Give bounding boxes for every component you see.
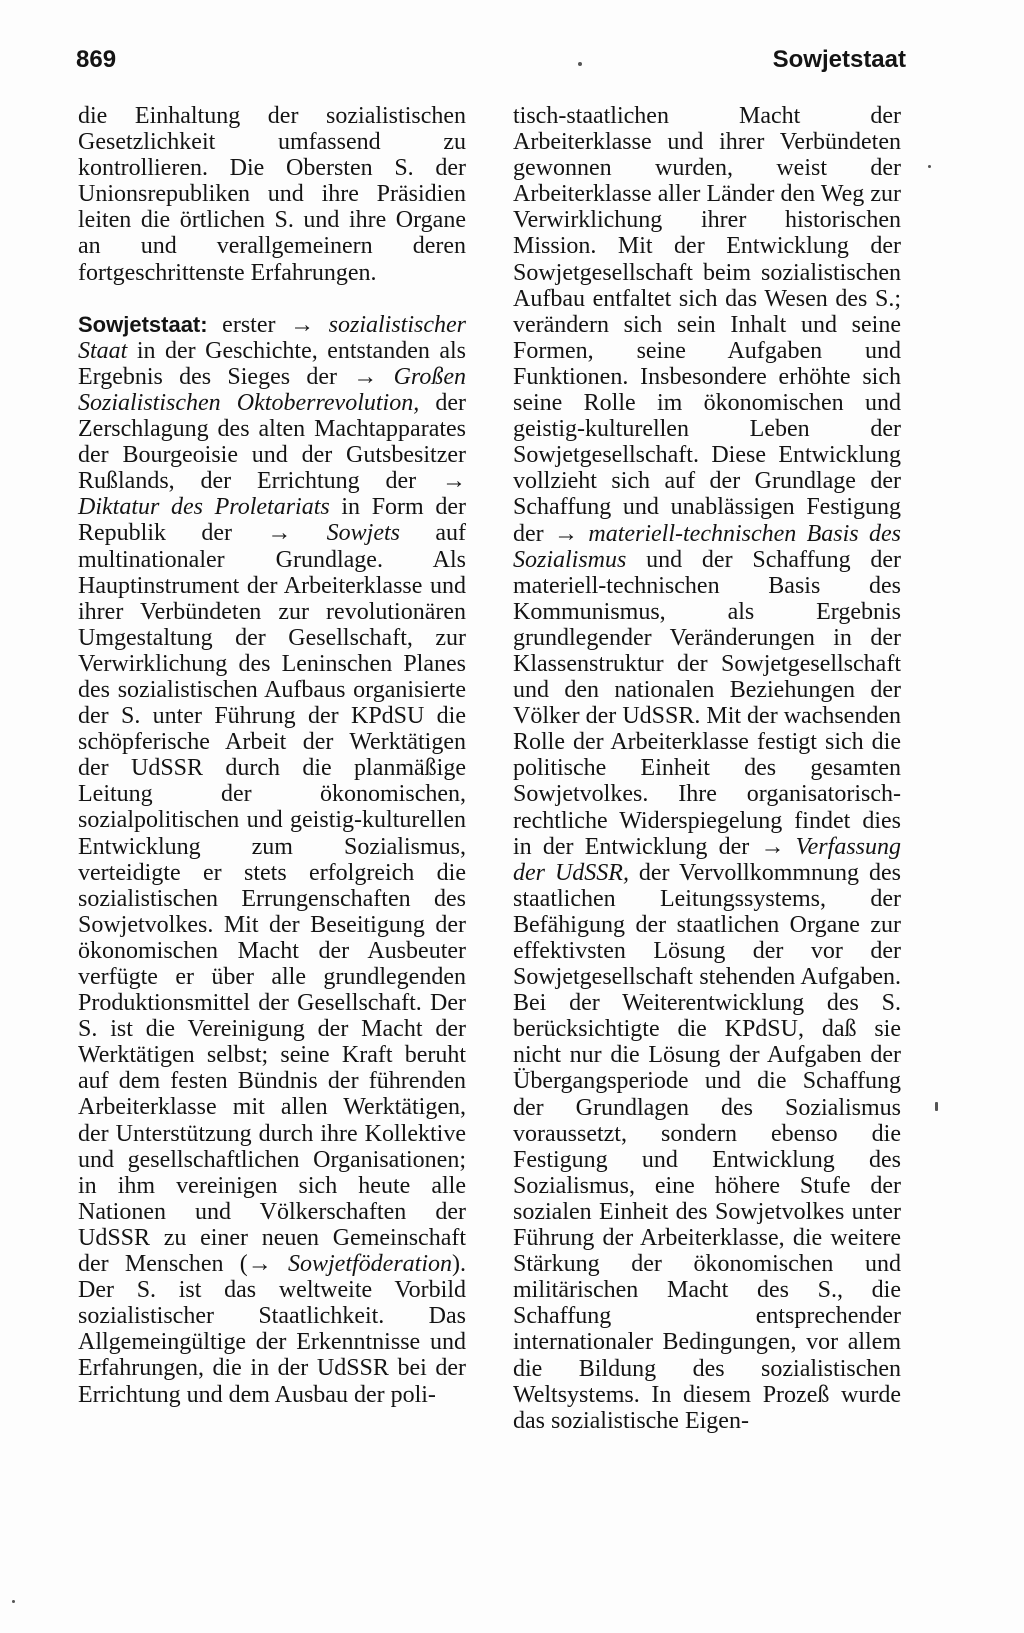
left-column [78,103,466,1408]
body-text: in Form der Republik der → [78,494,466,547]
cross-reference[interactable]: Sowjetföderation [288,1251,452,1278]
scan-speck [928,165,931,168]
body-text: erster → [207,311,329,338]
body-text: tisch-staatlichen Macht der Arbeiterklasse und ihrer Verbündeten gewonnen wurden, weist der Arbeiterklasse aller Länder den Weg zur Verwirklichung ihrer historischen Mission. Mit der Entwicklung der Sowjetgesellschaft beim sozialistischen Aufbau entfaltet sich das Wesen des S.; verändern sich sein Inhalt und seine Formen, seine Aufgaben und Funktionen. Insbesondere erhöhte sich seine Rolle im ökonomischen und geistig-kulturellen Leben der Sowjetgesellschaft. Diese Entwicklung vollzieht sich auf der Grundlage der Schaffung und unablässigen Festigung der → [513,103,901,547]
scan-speck [578,62,582,66]
body-text: der Vervollkommnung des staatlichen Leitungssystems, der Befähigung der staatlichen Organe zur effektivsten Lösung der vor der Sowjetgesellschaft stehenden Aufgaben. Bei der Weiterentwicklung des S. berücksichtigte die KPdSU, daß sie nicht nur die Lösung der Aufgaben der Übergangsperiode und die Schaffung der Grundlagen des Sozialismus voraussetzt, sondern ebenso die Festigung und Entwicklung des Sozialismus, eine höhere Stufe der sozialen Einheit des Sowjetvolkes unter Führung der Arbeiterklasse, die weitere Stärkung der ökonomischen und militärischen Macht des S., die Schaffung entsprechender internationaler Bedingungen, vor allem die Bildung des sozialistischen Weltsystems. In diesem Prozeß wurde das sozialistische Eigen- [513,859,901,1434]
entry-lemma: Sowjetstaat: [78,311,208,337]
intro-paragraph: die Einhaltung der sozialistischen Gesetzlichkeit umfassend zu kontrollieren. Die Obersten S. der Unionsrepubliken und ihre Präsidien leiten die örtlichen S. und ihre Organe an und verallgemeinern deren fortgeschrittenste Erfahrungen. [78,103,466,286]
paragraph-gap [78,286,466,312]
cross-reference[interactable]: Sowjets [326,520,401,547]
running-head: Sowjetstaat [772,46,906,73]
scan-speck [12,1600,15,1603]
right-column [513,103,901,1434]
body-text: und der Schaffung der materiell-technischen Basis des Kommunismus, als Ergebnis grundlegender Veränderungen in der Klassenstruktur der Sowjetgesellschaft und den nationalen Beziehungen der Völker der UdSSR. Mit der wachsenden Rolle der Arbeiterklasse festigt sich die politische Einheit des gesamten Sowjetvolkes. Ihre organisatorisch-rechtliche Widerspiegelung findet dies in der Entwicklung der → [513,546,901,860]
continued-paragraph [513,103,901,1434]
body-text: auf multinationaler Grundlage. Als Hauptinstrument der Arbeiterklasse und ihrer Verbündeten zur revolutionären Umgestaltung der Gesellschaft, zur Verwirklichung des Leninschen Planes des sozialistischen Aufbaus organisierte der S. unter Führung der KPdSU die schöpferische Arbeit der Werktätigen der UdSSR durch die planmäßige Leitung der ökonomischen, sozialpolitischen und geistig-kulturellen Entwicklung zum Sozialismus, verteidigte er stets erfolgreich die sozialistischen Errungenschaften des Sowjetvolkes. Mit der Beseitigung der ökonomischen Macht der Ausbeuter verfügte er über alle grundlegenden Produktionsmittel der Gesellschaft. Der S. ist die Vereinigung der Macht der Werktätigen selbst; seine Kraft beruht auf dem festen Bündnis der führenden Arbeiterklasse mit allen Werktätigen, der Unterstützung durch ihre Kollektive und gesellschaftlichen Organisationen; in ihm vereinigen sich heute alle Nationen und Völkerschaften der UdSSR zu einer neuen Gemeinschaft der Menschen (→ [78,520,466,1278]
scan-speck [935,1102,938,1111]
body-text: der Zerschlagung des alten Machtapparates der Bourgeoisie und der Gutsbesitzer Rußlands, der Errichtung der → [78,389,466,495]
cross-reference[interactable]: sozialistischer Staat [78,311,466,364]
page-header [76,46,906,86]
page-number: 869 [76,46,117,73]
cross-reference[interactable]: Verfassung der UdSSR, [513,833,901,886]
cross-reference[interactable]: Großen Sozialistischen Oktoberrevolution, [78,363,466,416]
cross-reference[interactable]: materiell-technischen Basis des Sozialismus [513,520,901,573]
body-text: in der Geschichte, entstanden als Ergebnis des Sieges der → [78,337,466,390]
entry-paragraph-sowjetstaat [78,312,466,1408]
body-text: ). Der S. ist das weltweite Vorbild sozialistischer Staatlichkeit. Das Allgemeingültige der Erkenntnisse und Erfahrungen, die in der UdSSR bei der Errichtung und dem Ausbau der poli- [78,1251,466,1408]
cross-reference[interactable]: Diktatur des Proletariats [78,494,330,521]
